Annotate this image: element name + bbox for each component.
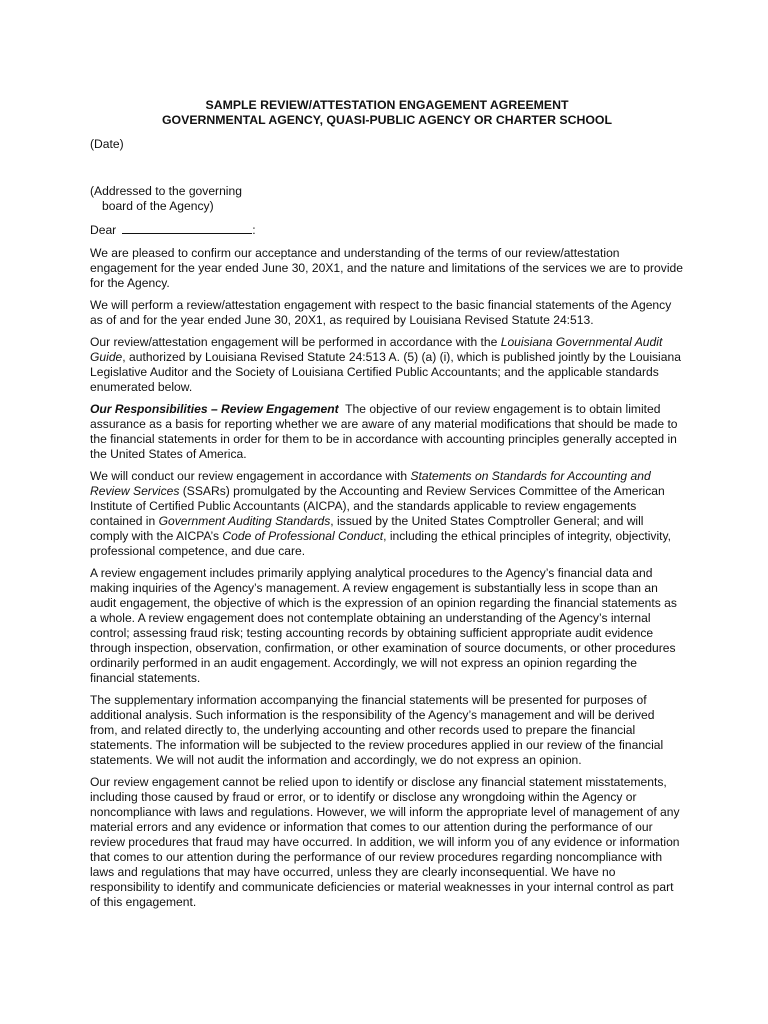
address-line-1: (Addressed to the governing [90,184,242,198]
document-title [86,98,688,128]
address-block [90,184,684,214]
salutation-colon: : [252,223,256,237]
paragraph-acceptance: We are pleased to confirm our acceptance and understanding of the terms of our review/attestation engagement for the year ended June 30, 20X1, and the nature and limitations of the services we are to provide for the Agency. [90,246,683,290]
paragraph-audit-guide [90,335,684,395]
text-run: , authorized by Louisiana Revised Statute 24:513 A. (5) (a) (i), which is published jointly by the Louisiana Legislative Auditor and the Society of Louisiana Certified Public Accountants; and the applicable standards enumerated below. [90,350,681,394]
paragraph-review-procedures: A review engagement includes primarily applying analytical procedures to the Agency’s financial data and making inquiries of the Agency’s management. A review engagement is substantially less in scope than an audit engagement, the objective of which is the expression of an opinion regarding the financial statements as a whole. A review engagement does not contemplate obtaining an understanding of the Agency’s internal control; assessing fraud risk; testing accounting records by obtaining sufficient appropriate audit evidence through inspection, observation, confirmation, or other examination of source documents, or other procedures ordinarily performed in an audit engagement. Accordingly, we will not express an opinion regarding the financial statements. [90,566,677,685]
address-line-2: board of the Agency) [102,199,214,213]
paragraph-scope: We will perform a review/attestation engagement with respect to the basic financial statements of the Agency as of and for the year ended June 30, 20X1, as required by Louisiana Revised Statute 24:513. [90,298,672,327]
paragraph-supplementary-info: The supplementary information accompanying the financial statements will be presented for purposes of additional analysis. Such information is the responsibility of the Agency’s management and will be derived from, and related directly to, the underlying accounting and other records used to prepare the financial statements. The information will be subjected to the review procedures applied in our review of the financial statements. We will not audit the information and accordingly, we do not express an opinion. [90,693,664,767]
text-run: We will conduct our review engagement in accordance with [90,469,411,483]
text-run: (SSARs) promulgated by the Accounting and Review Services Committee of the American Institute of Certified Public Accountants (AICPA), and the standards applicable to review engagements contained in [90,484,665,528]
date-placeholder: (Date) [90,137,124,151]
salutation-blank-line [122,221,252,234]
text-run-italic: Statements on Standards for Accounting and Review Services [90,469,651,498]
text-run: , issued by the United States Comptroller General; and will comply with the AICPA’s [90,514,644,543]
text-run: The objective of our review engagement is to obtain limited assurance as a basis for reporting whether we are aware of any material modifications that should be made to the financial statements in order for them to be in accordance with accounting principles generally accepted in the United States of America. [90,402,681,461]
salutation-dear: Dear [90,223,117,237]
paragraph-standards [90,469,684,559]
text-run-italic: Code of Professional Conduct [222,529,384,543]
paragraph-limitations: Our review engagement cannot be relied upon to identify or disclose any financial statement misstatements, including those caused by fraud or error, or to identify or disclose any wrongdoing within the Agency or noncompliance with laws and regulations. However, we will inform the appropriate level of management of any material errors and any evidence or information that comes to our attention during the performance of our review procedures that fraud may have occurred. In addition, we will inform you of any evidence or information that comes to our attention during the performance of our review procedures regarding noncompliance with laws and regulations that may have occurred, unless they are clearly inconsequential. We have no responsibility to identify and communicate deficiencies or material weaknesses in your internal control as part of this engagement. [90,775,680,909]
text-run-italic: Government Auditing Standards [158,514,331,528]
title-line-1: SAMPLE REVIEW/ATTESTATION ENGAGEMENT AGREEMENT [205,98,569,112]
paragraph-responsibilities [90,402,684,462]
section-heading-responsibilities: Our Responsibilities – Review Engagement [90,402,339,416]
text-run: Our review/attestation engagement will be performed in accordance with the [90,335,501,349]
document-page [90,98,684,910]
salutation [90,221,684,238]
title-line-2: GOVERNMENTAL AGENCY, QUASI-PUBLIC AGENCY OR CHARTER SCHOOL [161,113,612,127]
text-run-italic: Louisiana Governmental Audit Guide [90,335,663,364]
text-run: , including the ethical principles of integrity, objectivity, professional competence, and due care. [90,529,672,558]
